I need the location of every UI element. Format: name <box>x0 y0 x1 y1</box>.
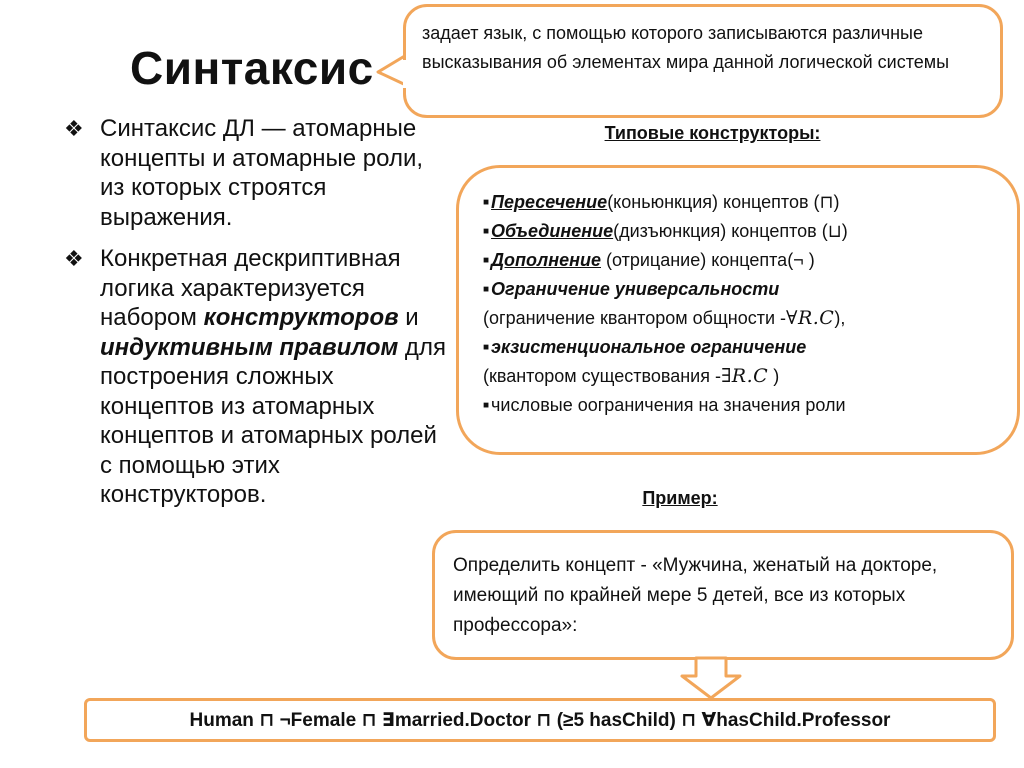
constructors-box <box>456 165 1020 455</box>
constructor-desc: (ограничение квантором общности - <box>483 308 786 328</box>
exists-formula: ∃R.C <box>720 365 769 387</box>
constructor-term: Ограничение универсальности <box>491 279 780 299</box>
left-bullet-list <box>60 114 452 522</box>
constructor-desc: (коньюнкция) концептов (⊓) <box>607 192 840 212</box>
square-bullet-icon: ■ <box>483 284 490 295</box>
constructor-line <box>483 217 999 246</box>
constructors-heading: Типовые конструкторы: <box>604 123 821 143</box>
constructor-line <box>483 391 999 420</box>
four-diamond-bullet-icon: ❖ <box>64 246 84 271</box>
square-bullet-icon: ■ <box>483 255 490 266</box>
callout-text: задает язык, с помощью которого записываются различные высказывания об элементах мира данной логической системы <box>422 23 950 72</box>
square-bullet-icon: ■ <box>483 197 490 208</box>
constructor-term: Пересечение <box>491 192 608 212</box>
slide-title: Синтаксис <box>130 42 374 94</box>
constructor-desc: (отрицание) концепта(¬ ) <box>601 250 815 270</box>
constructor-line <box>483 188 999 217</box>
square-bullet-icon: ■ <box>483 342 490 353</box>
constructor-line <box>483 246 999 275</box>
constructor-desc: числовые оограничения на значения роли <box>491 395 846 415</box>
bullet-text: и <box>398 304 419 331</box>
callout-seam <box>403 60 409 88</box>
constructor-line <box>483 304 999 333</box>
bullet-text: Конкретная дескриптивная логика характеризуется набором <box>100 245 401 331</box>
bullet-text: для построения сложных концептов из атомарных концептов и атомарных ролей с помощью этих конструкторов. <box>100 333 446 508</box>
constructor-line <box>483 333 999 362</box>
bullet-item <box>60 244 452 510</box>
formula-text: Human ⊓ ¬Female ⊓ ∃married.Doctor ⊓ (≥5 hasChild) ⊓ ∀hasChild.Professor <box>189 709 891 731</box>
constructor-term: Объединение <box>491 221 614 241</box>
bullet-emphasis: индуктивным правилом <box>100 333 399 361</box>
formula-box <box>84 698 996 742</box>
constructor-desc: ), <box>834 308 846 328</box>
square-bullet-icon: ■ <box>483 226 490 237</box>
forall-formula: ∀R.C <box>786 307 835 329</box>
example-text: Определить концепт - «Мужчина, женатый на докторе, имеющий по крайней мере 5 детей, все из которых профессора»: <box>453 555 938 636</box>
constructor-desc: ) <box>768 366 780 386</box>
constructor-term: Дополнение <box>491 250 601 270</box>
definition-callout <box>403 4 1003 118</box>
example-box <box>432 530 1014 660</box>
bullet-item <box>60 114 452 232</box>
example-heading: Пример: <box>642 488 718 508</box>
constructor-term: экзистенциональное ограничение <box>491 337 807 357</box>
constructor-desc: (квантором существования - <box>483 366 721 386</box>
bullet-emphasis: конструкторов <box>203 304 399 331</box>
constructor-desc: (дизъюнкция) концептов (⊔) <box>613 221 848 241</box>
bullet-text: Синтаксис ДЛ — атомарные концепты и атомарные роли, из которых строятся выражения. <box>100 115 424 231</box>
square-bullet-icon: ■ <box>483 400 490 411</box>
down-arrow-icon <box>680 656 742 700</box>
constructor-line <box>483 275 999 304</box>
four-diamond-bullet-icon: ❖ <box>64 116 84 141</box>
constructor-line <box>483 362 999 391</box>
